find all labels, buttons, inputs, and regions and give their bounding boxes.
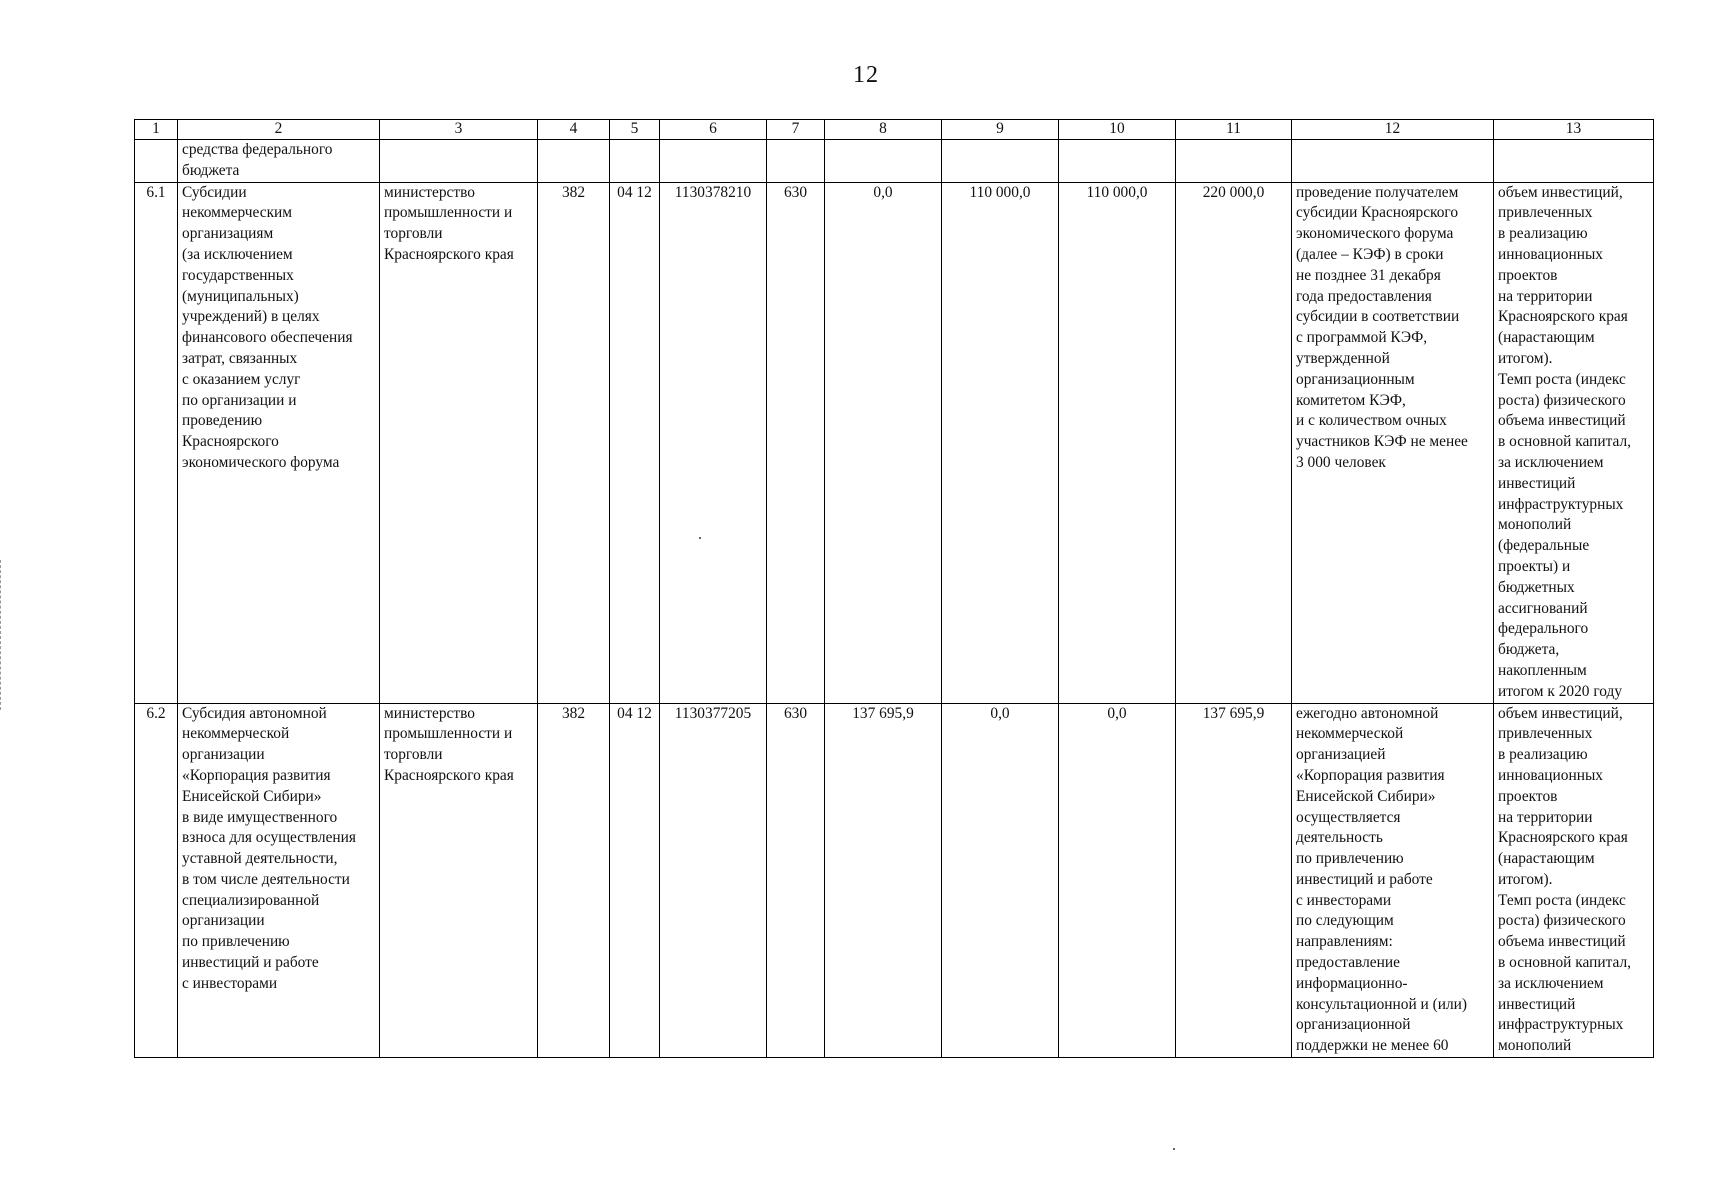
text-line: в том числе деятельности bbox=[182, 870, 350, 888]
text-line: по привлечению bbox=[182, 933, 290, 951]
text-line: года предоставления bbox=[1296, 287, 1432, 305]
text-line: (за исключением bbox=[182, 245, 293, 263]
text-line: проведение получателем bbox=[1296, 183, 1459, 201]
intro-cell bbox=[178, 140, 380, 183]
text-line: инвестиций bbox=[1498, 474, 1576, 492]
text-line: монополий bbox=[1498, 516, 1572, 534]
expected-result bbox=[1292, 182, 1494, 703]
text-line: (нарастающим bbox=[1498, 850, 1595, 868]
text-line: информационно- bbox=[1296, 974, 1408, 992]
text-line: организациям bbox=[182, 225, 274, 243]
text-line: по привлечению bbox=[1296, 850, 1404, 868]
column-number: 9 bbox=[942, 120, 1059, 140]
text-line: с инвесторами bbox=[1296, 891, 1392, 909]
text-line: участников КЭФ не менее bbox=[1296, 433, 1468, 451]
text-line: предоставление bbox=[1296, 954, 1400, 972]
text-line: ежегодно автономной bbox=[1296, 704, 1439, 722]
program-table bbox=[134, 119, 1654, 1058]
text-line: 3 000 человек bbox=[1296, 453, 1386, 471]
text-line: Субсидия автономной bbox=[182, 704, 327, 722]
column-number-row bbox=[135, 120, 1654, 140]
column-number: 13 bbox=[1494, 120, 1654, 140]
text-line: осуществляется bbox=[1296, 808, 1401, 826]
expected-result bbox=[1292, 703, 1494, 1058]
text-line: Субсидии bbox=[182, 183, 247, 201]
text-line: с инвесторами bbox=[182, 974, 278, 992]
text-line: торговли bbox=[384, 746, 443, 764]
text-line: инфраструктурных bbox=[1498, 495, 1624, 513]
text-line: за исключением bbox=[1498, 974, 1604, 992]
csr-code: 1130377205 bbox=[660, 703, 767, 1058]
text-line: (федеральные bbox=[1498, 537, 1590, 555]
text-line: роста) физического bbox=[1498, 391, 1626, 409]
text-line: не позднее 31 декабря bbox=[1296, 266, 1441, 284]
grbs-code: 382 bbox=[538, 182, 610, 703]
text-line: проведению bbox=[182, 412, 263, 430]
text-line: за исключением bbox=[1498, 453, 1604, 471]
text-line: Енисейской Сибири» bbox=[1296, 787, 1436, 805]
text-line: промышленности и bbox=[384, 725, 513, 743]
column-number: 10 bbox=[1059, 120, 1176, 140]
text-line: специализированной bbox=[182, 891, 320, 909]
text-line: направлениям: bbox=[1296, 933, 1393, 951]
text-line: ассигнований bbox=[1498, 599, 1588, 617]
text-line: утвержденной bbox=[1296, 349, 1390, 367]
text-line: организации bbox=[182, 746, 265, 764]
amount-2019: 137 695,9 bbox=[825, 703, 942, 1058]
amount-total: 137 695,9 bbox=[1176, 703, 1292, 1058]
column-number: 12 bbox=[1292, 120, 1494, 140]
text-line: итогом к 2020 году bbox=[1498, 682, 1623, 700]
text-line: с оказанием услуг bbox=[182, 370, 301, 388]
text-line: в основной капитал, bbox=[1498, 954, 1631, 972]
text-line: на территории bbox=[1498, 808, 1593, 826]
text-line: объем инвестиций, bbox=[1498, 183, 1623, 201]
text-line: Темп роста (индекс bbox=[1498, 891, 1626, 909]
scan-edge-mark bbox=[0, 560, 4, 710]
text-line: деятельность bbox=[1296, 829, 1383, 847]
text-line: монополий bbox=[1498, 1037, 1572, 1055]
column-number: 2 bbox=[178, 120, 380, 140]
column-number: 8 bbox=[825, 120, 942, 140]
text-line: Красноярского края bbox=[1498, 829, 1628, 847]
text-line: бюджетных bbox=[1498, 578, 1575, 596]
text-line: проектов bbox=[1498, 266, 1558, 284]
rzpr-code: 04 12 bbox=[610, 703, 660, 1058]
text-line: «Корпорация развития bbox=[1296, 766, 1445, 784]
column-number: 5 bbox=[610, 120, 660, 140]
page-number: 12 bbox=[853, 62, 879, 88]
text-line: инвестиций bbox=[1498, 995, 1576, 1013]
measure-name bbox=[178, 182, 380, 703]
text-line: итогом). bbox=[1498, 349, 1553, 367]
text-line: (нарастающим bbox=[1498, 329, 1595, 347]
column-number: 11 bbox=[1176, 120, 1292, 140]
vr-code: 630 bbox=[767, 182, 825, 703]
grbs-code: 382 bbox=[538, 703, 610, 1058]
text-line: в реализацию bbox=[1498, 225, 1588, 243]
text-line: консультационной и (или) bbox=[1296, 995, 1468, 1013]
indicator bbox=[1494, 703, 1654, 1058]
text-line: некоммерческой bbox=[1296, 725, 1404, 743]
text-line: экономического форума bbox=[182, 453, 340, 471]
table-row bbox=[135, 703, 1654, 1058]
text-line: по следующим bbox=[1296, 912, 1394, 930]
text-line: инфраструктурных bbox=[1498, 1016, 1624, 1034]
text-line: привлеченных bbox=[1498, 725, 1593, 743]
measure-name bbox=[178, 703, 380, 1058]
text-line: на территории bbox=[1498, 287, 1593, 305]
amount-2020: 0,0 bbox=[942, 703, 1059, 1058]
scan-speck bbox=[699, 537, 701, 539]
text-line: комитетом КЭФ, bbox=[1296, 391, 1406, 409]
text-line: организационным bbox=[1296, 370, 1415, 388]
scan-speck bbox=[1173, 1148, 1175, 1150]
text-line: бюджета bbox=[182, 161, 240, 179]
column-number: 7 bbox=[767, 120, 825, 140]
text-line: организационной bbox=[1296, 1016, 1411, 1034]
text-line: Енисейской Сибири» bbox=[182, 787, 322, 805]
text-line: субсидии Красноярского bbox=[1296, 204, 1459, 222]
text-line: (муниципальных) bbox=[182, 287, 299, 305]
text-line: поддержки не менее 60 bbox=[1296, 1037, 1449, 1055]
text-line: федерального bbox=[1498, 620, 1589, 638]
text-line: в реализацию bbox=[1498, 746, 1588, 764]
text-line: взноса для осуществления bbox=[182, 829, 356, 847]
text-line: Красноярского края bbox=[384, 766, 514, 784]
text-line: и с количеством очных bbox=[1296, 412, 1447, 430]
text-line: министерство bbox=[384, 183, 475, 201]
text-line: государственных bbox=[182, 266, 294, 284]
text-line: учреждений) в целях bbox=[182, 308, 320, 326]
vr-code: 630 bbox=[767, 703, 825, 1058]
text-line: Красноярского bbox=[182, 433, 279, 451]
text-line: роста) физического bbox=[1498, 912, 1626, 930]
text-line: в основной капитал, bbox=[1498, 433, 1631, 451]
column-number: 4 bbox=[538, 120, 610, 140]
executor bbox=[380, 703, 538, 1058]
rzpr-code: 04 12 bbox=[610, 182, 660, 703]
text-line: (далее – КЭФ) в сроки bbox=[1296, 245, 1444, 263]
text-line: накопленным bbox=[1498, 661, 1587, 679]
text-line: инвестиций и работе bbox=[182, 954, 319, 972]
text-line: организации bbox=[182, 912, 265, 930]
text-line: объема инвестиций bbox=[1498, 933, 1626, 951]
text-line: проекты) и bbox=[1498, 557, 1571, 575]
text-line: инновационных bbox=[1498, 766, 1603, 784]
amount-2021: 110 000,0 bbox=[1059, 182, 1176, 703]
text-line: с программой КЭФ, bbox=[1296, 329, 1428, 347]
text-line: некоммерческим bbox=[182, 204, 293, 222]
column-number: 6 bbox=[660, 120, 767, 140]
text-line: министерство bbox=[384, 704, 475, 722]
table-row bbox=[135, 182, 1654, 703]
amount-2021: 0,0 bbox=[1059, 703, 1176, 1058]
text-line: инвестиций и работе bbox=[1296, 870, 1433, 888]
amount-2020: 110 000,0 bbox=[942, 182, 1059, 703]
text-line: «Корпорация развития bbox=[182, 766, 331, 784]
amount-2019: 0,0 bbox=[825, 182, 942, 703]
text-line: торговли bbox=[384, 225, 443, 243]
text-line: организацией bbox=[1296, 746, 1386, 764]
text-line: средства федерального bbox=[182, 141, 333, 158]
text-line: объем инвестиций, bbox=[1498, 704, 1623, 722]
text-line: Красноярского края bbox=[384, 245, 514, 263]
column-number: 3 bbox=[380, 120, 538, 140]
text-line: объема инвестиций bbox=[1498, 412, 1626, 430]
text-line: привлеченных bbox=[1498, 204, 1593, 222]
text-line: субсидии в соответствии bbox=[1296, 308, 1460, 326]
text-line: экономического форума bbox=[1296, 225, 1454, 243]
text-line: итогом). bbox=[1498, 870, 1553, 888]
text-line: затрат, связанных bbox=[182, 349, 298, 367]
csr-code: 1130378210 bbox=[660, 182, 767, 703]
executor bbox=[380, 182, 538, 703]
text-line: инновационных bbox=[1498, 245, 1603, 263]
text-line: в виде имущественного bbox=[182, 808, 338, 826]
row-number: 6.1 bbox=[135, 182, 178, 703]
text-line: некоммерческой bbox=[182, 725, 290, 743]
text-line: уставной деятельности, bbox=[182, 850, 338, 868]
text-line: Темп роста (индекс bbox=[1498, 370, 1626, 388]
intro-row bbox=[135, 140, 1654, 183]
text-line: финансового обеспечения bbox=[182, 329, 353, 347]
amount-total: 220 000,0 bbox=[1176, 182, 1292, 703]
text-line: по организации и bbox=[182, 391, 297, 409]
text-line: проектов bbox=[1498, 787, 1558, 805]
indicator bbox=[1494, 182, 1654, 703]
column-number: 1 bbox=[135, 120, 178, 140]
text-line: бюджета, bbox=[1498, 641, 1560, 659]
text-line: промышленности и bbox=[384, 204, 513, 222]
row-number: 6.2 bbox=[135, 703, 178, 1058]
text-line: Красноярского края bbox=[1498, 308, 1628, 326]
